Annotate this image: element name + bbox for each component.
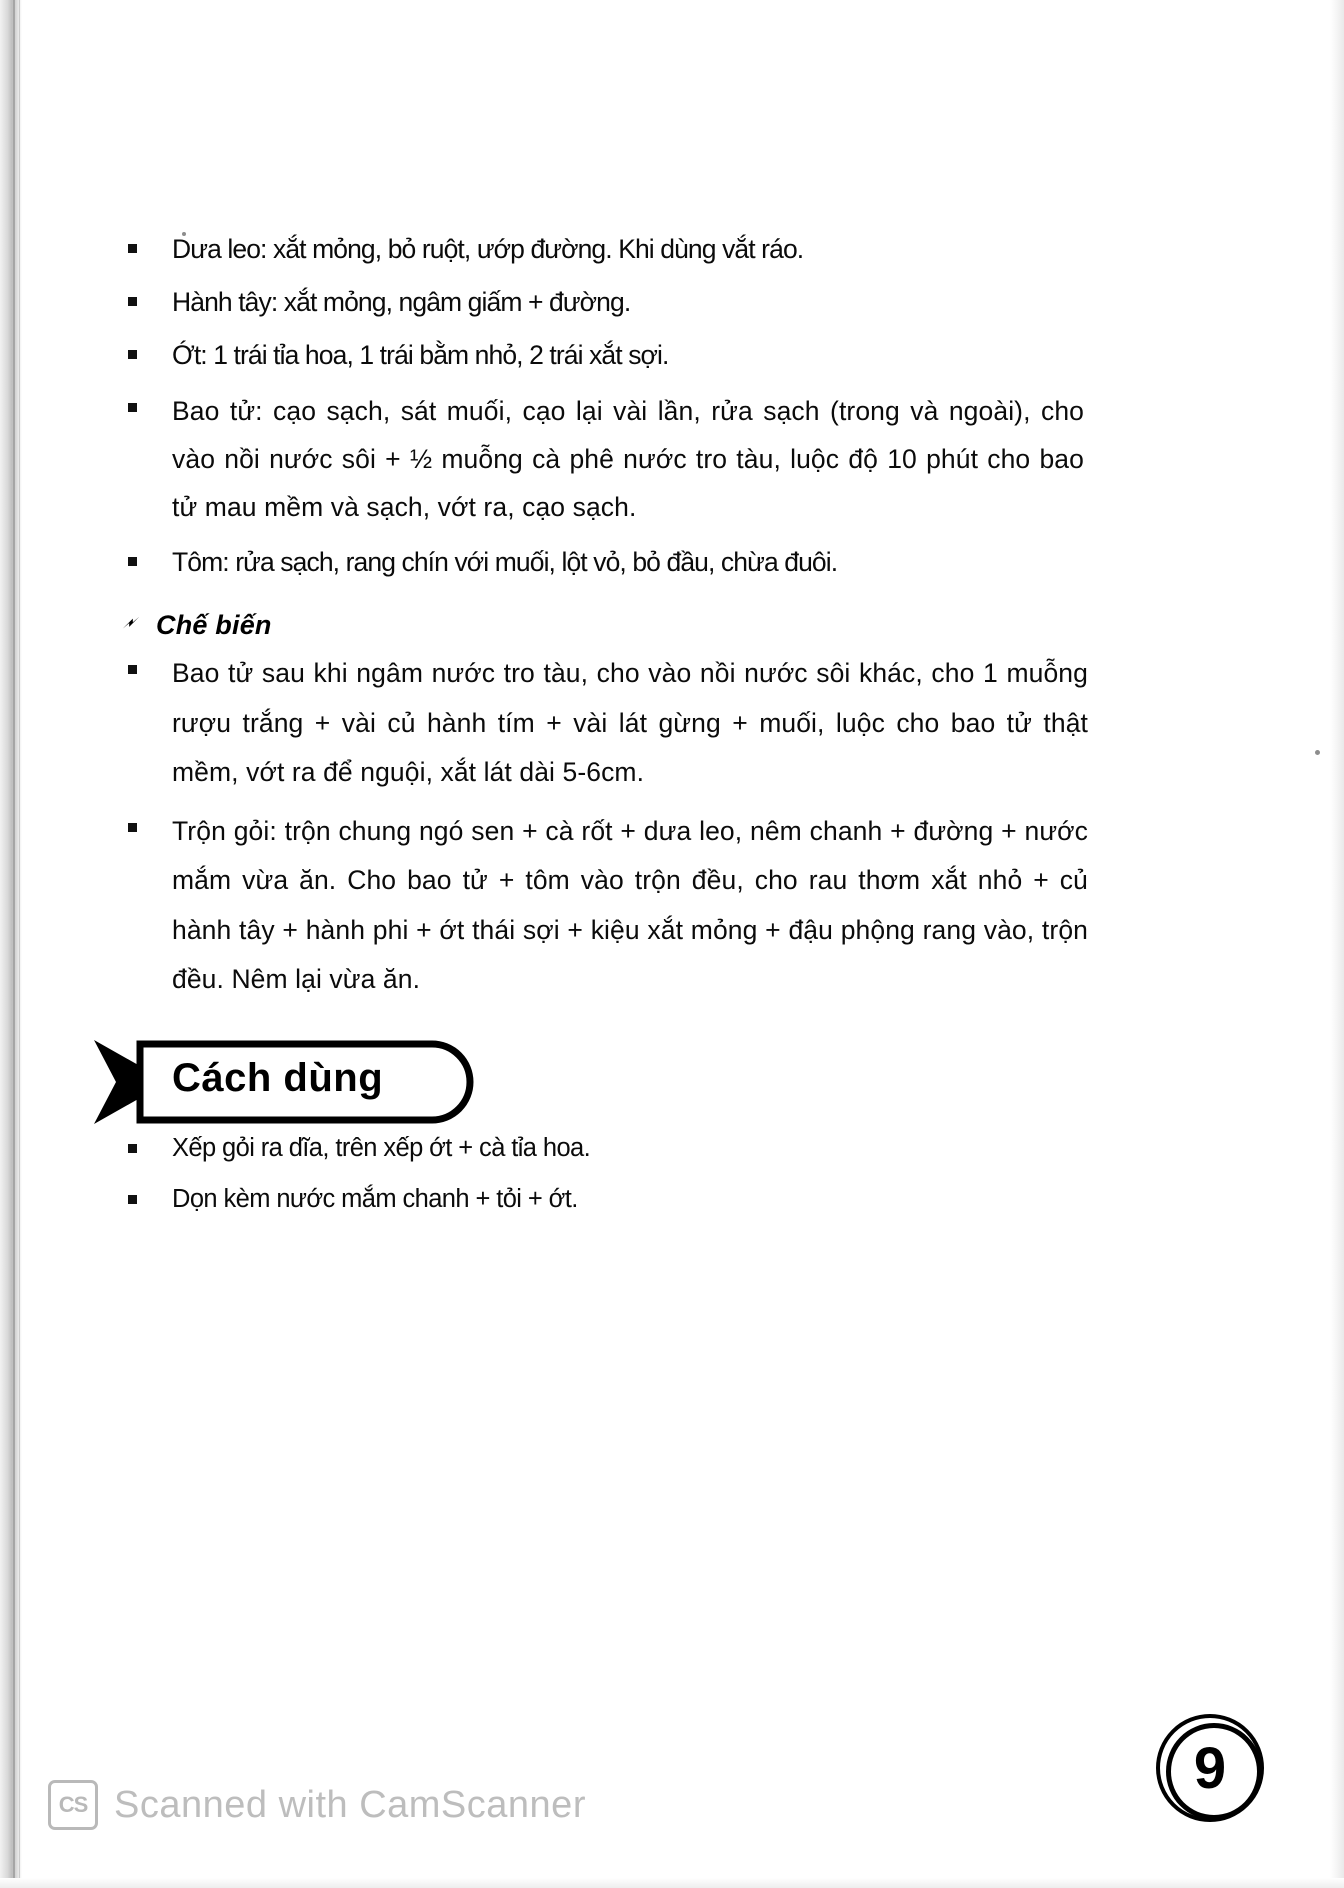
list-item — [120, 807, 1180, 1004]
list-item — [120, 1128, 1180, 1169]
list-item-text: Bao tử sau khi ngâm nước tro tàu, cho vào nồi nước sôi khác, cho 1 muỗng rượu trắng + vài củ hành tím + vài lát gừng + muối, luộc cho bao tử thật mềm, vớt ra để nguội, xắt lát dài 5-6cm. — [172, 658, 1088, 787]
list-item-text: Dưa leo: xắt mỏng, bỏ ruột, ướp đường. Khi dùng vắt ráo. — [172, 234, 804, 264]
list-item — [120, 228, 1180, 271]
list-item-text: Dọn kèm nước mắm chanh + tỏi + ớt. — [172, 1185, 578, 1214]
bullet-square-icon — [128, 297, 137, 306]
list-item-text: Ớt: 1 trái tỉa hoa, 1 trái bằm nhỏ, 2 trái xắt sợi. — [172, 339, 669, 370]
list-item — [120, 387, 1180, 532]
list-item — [120, 1179, 1180, 1220]
list-item — [120, 649, 1180, 797]
scan-speck — [1315, 750, 1320, 755]
list-item — [120, 541, 1180, 584]
preparation-list — [120, 228, 1180, 584]
scan-edge-line — [13, 0, 15, 1888]
list-item-text: Trộn gỏi: trộn chung ngó sen + cà rốt + dưa leo, nêm chanh + đường + nước mắm vừa ăn. Cho bao tử + tôm vào trộn đều, cho rau thơm xắt nhỏ + củ hành tây + hành phi + ớt thái sợi + kiệu xắt mỏng + đậu phộng rang vào, trộn đều. Nêm lại vừa ăn. — [172, 816, 1088, 995]
bullet-square-icon — [128, 244, 137, 253]
page-number-value: 9 — [1193, 1735, 1227, 1801]
banner-label: Cách dùng — [172, 1056, 384, 1101]
scan-edge-bottom — [0, 1878, 1344, 1888]
serving-list — [120, 1128, 1180, 1220]
list-item-text: Hành tây: xắt mỏng, ngâm giấm + đường. — [172, 286, 631, 317]
bullet-square-icon — [128, 350, 137, 359]
scan-edge-line-secondary — [19, 0, 20, 1888]
bullet-square-icon — [128, 1195, 137, 1204]
bullet-square-icon — [128, 1144, 137, 1153]
camscanner-badge-icon: CS — [48, 1780, 98, 1830]
page-number-badge — [1156, 1714, 1272, 1830]
section-heading — [120, 610, 1180, 641]
list-item-text: Tôm: rửa sạch, rang chín với muối, lột vỏ, bỏ đầu, chừa đuôi. — [172, 547, 838, 578]
page-content — [120, 228, 1180, 1230]
camscanner-watermark-text: Scanned with CamScanner — [114, 1783, 586, 1826]
section-banner — [86, 1036, 506, 1128]
camscanner-watermark — [48, 1780, 586, 1830]
pointer-arrow-icon — [120, 614, 142, 636]
list-item — [120, 281, 1180, 324]
list-item-text: Xếp gỏi ra dĩa, trên xếp ớt + cà tỉa hoa. — [172, 1134, 591, 1163]
bullet-square-icon — [128, 403, 137, 412]
list-item — [120, 334, 1180, 377]
section-heading-label: Chế biến — [156, 610, 272, 641]
method-list — [120, 649, 1180, 1004]
scan-edge-right — [1330, 0, 1344, 1888]
bullet-square-icon — [128, 665, 137, 674]
bullet-square-icon — [128, 557, 137, 566]
bullet-square-icon — [128, 823, 137, 832]
list-item-text: Bao tử: cạo sạch, sát muối, cạo lại vài lần, rửa sạch (trong và ngoài), cho vào nồi nước sôi + ½ muỗng cà phê nước tro tàu, luộc độ 10 phút cho bao tử mau mềm và sạch, vớt ra, cạo sạch. — [172, 395, 1084, 523]
